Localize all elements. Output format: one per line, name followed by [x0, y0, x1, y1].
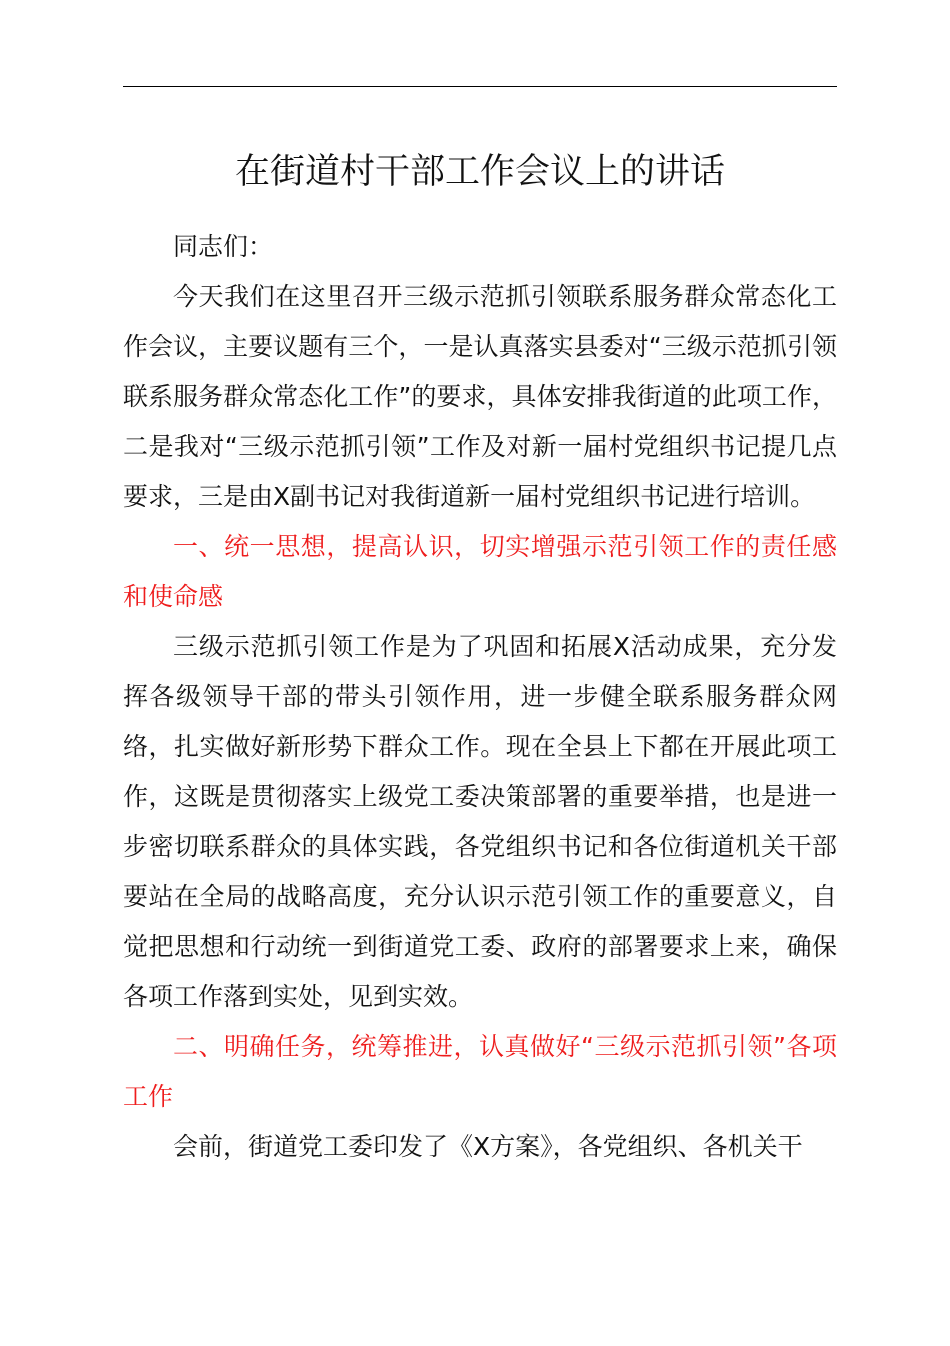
- section-heading-2: 二、明确任务，统筹推进，认真做好“三级示范抓引领”各项工作: [123, 1032, 837, 1111]
- body-paragraph: 会前，街道党工委印发了《X方案》，各党组织、各机关干: [173, 1132, 803, 1161]
- page-title: 在街道村干部工作会议上的讲话: [234, 152, 725, 192]
- section-heading-1: 一、统一思想，提高认识，切实增强示范引领工作的责任感和使命感: [123, 532, 837, 611]
- body-paragraph: 今天我们在这里召开三级示范抓引领联系服务群众常态化工作会议，主要议题有三个，一是认真落实县委对“三级示范抓引领联系服务群众常态化工作”的要求，具体安排我街道的此项工作，二是我对“三级示范抓引领”工作及对新一届村党组织书记提几点要求，三是由X副书记对我街道新一届村党组织书记进行培训。: [123, 282, 837, 511]
- top-rule: [123, 86, 837, 87]
- salutation: 同志们：: [173, 232, 274, 261]
- body-paragraph: 三级示范抓引领工作是为了巩固和拓展X活动成果，充分发挥各级领导干部的带头引领作用，进一步健全联系服务群众网络，扎实做好新形势下群众工作。现在全县上下都在开展此项工作，这既是贯彻落实上级党工委决策部署的重要举措，也是进一步密切联系群众的具体实践，各党组织书记和各位街道机关干部要站在全局的战略高度，充分认识示范引领工作的重要意义，自觉把思想和行动统一到街道党工委、政府的部署要求上来，确保各项工作落到实处，见到实效。: [123, 632, 837, 1011]
- document-body: [123, 222, 837, 1172]
